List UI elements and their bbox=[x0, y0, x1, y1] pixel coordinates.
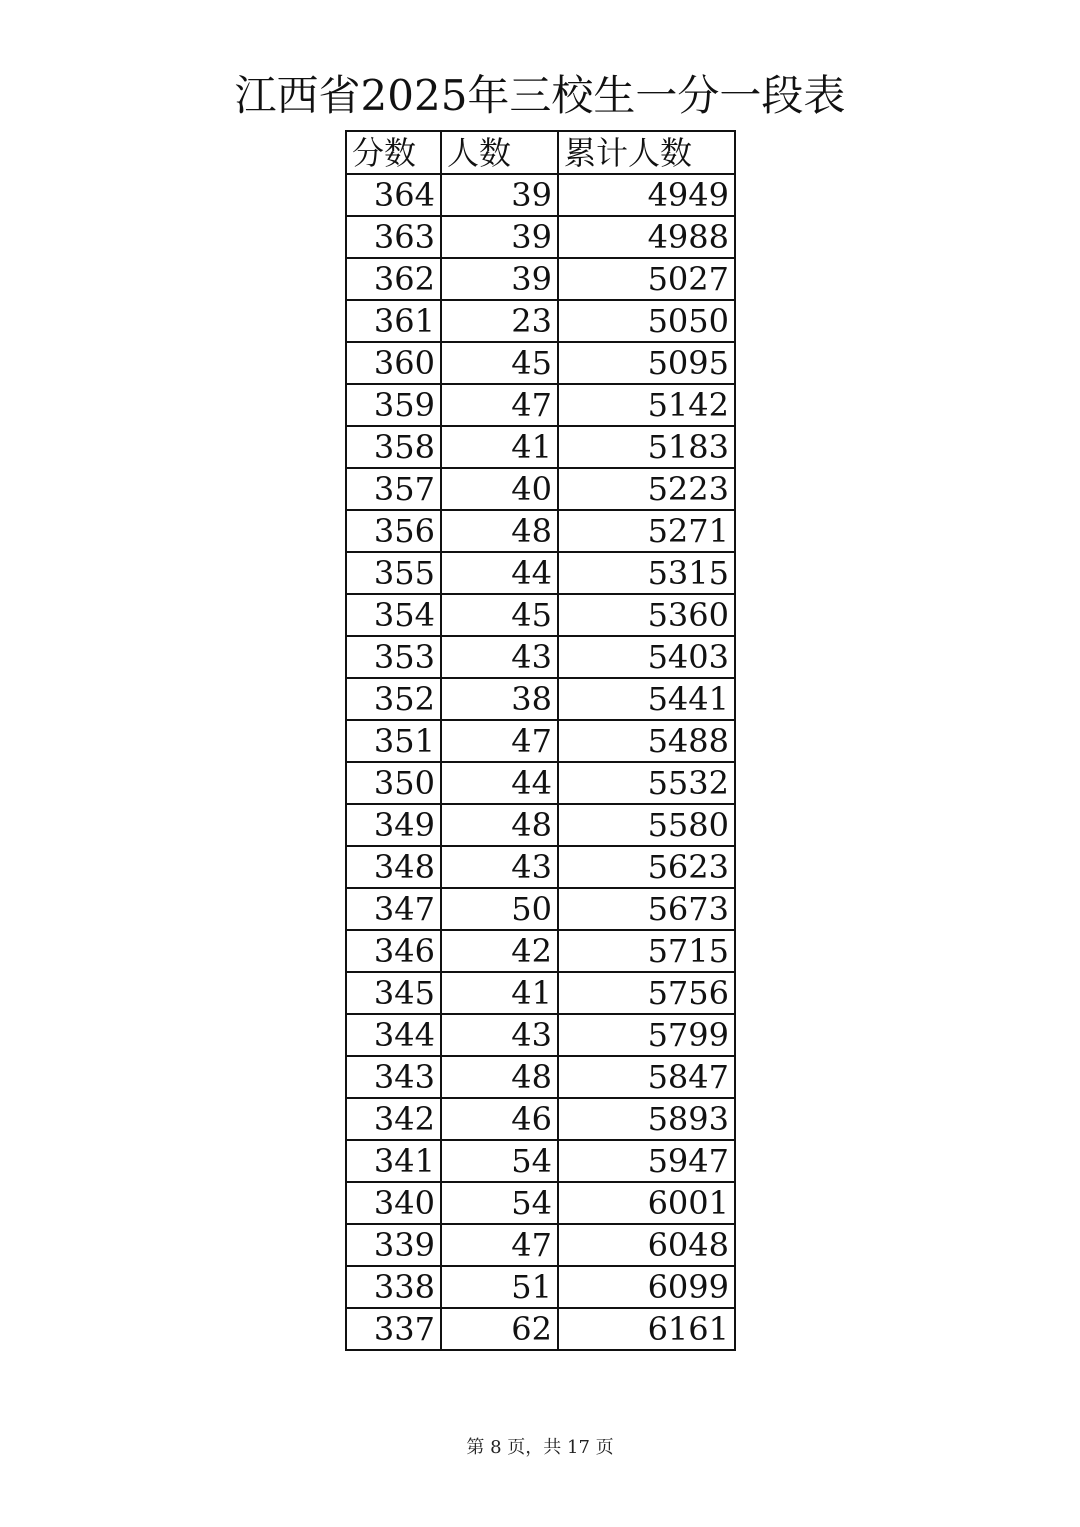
table-row bbox=[346, 1098, 735, 1140]
count-cell: 62 bbox=[441, 1308, 558, 1350]
count-cell: 47 bbox=[441, 384, 558, 426]
cumulative-cell: 5715 bbox=[558, 930, 735, 972]
score-cell: 340 bbox=[346, 1182, 441, 1224]
count-cell: 44 bbox=[441, 762, 558, 804]
score-cell: 358 bbox=[346, 426, 441, 468]
table-row bbox=[346, 636, 735, 678]
score-cell: 364 bbox=[346, 174, 441, 216]
header-score: 分数 bbox=[346, 131, 441, 174]
score-cell: 356 bbox=[346, 510, 441, 552]
cumulative-cell: 5847 bbox=[558, 1056, 735, 1098]
table-row bbox=[346, 1014, 735, 1056]
table-row bbox=[346, 1266, 735, 1308]
table-row bbox=[346, 426, 735, 468]
count-cell: 46 bbox=[441, 1098, 558, 1140]
count-cell: 45 bbox=[441, 594, 558, 636]
score-cell: 360 bbox=[346, 342, 441, 384]
table-row bbox=[346, 510, 735, 552]
table-row bbox=[346, 888, 735, 930]
count-cell: 54 bbox=[441, 1140, 558, 1182]
cumulative-cell: 5893 bbox=[558, 1098, 735, 1140]
table-row bbox=[346, 1182, 735, 1224]
score-cell: 345 bbox=[346, 972, 441, 1014]
cumulative-cell: 5223 bbox=[558, 468, 735, 510]
table-row bbox=[346, 762, 735, 804]
count-cell: 39 bbox=[441, 216, 558, 258]
count-cell: 48 bbox=[441, 1056, 558, 1098]
table-row bbox=[346, 174, 735, 216]
score-cell: 348 bbox=[346, 846, 441, 888]
header-cumulative: 累计人数 bbox=[558, 131, 735, 174]
count-cell: 50 bbox=[441, 888, 558, 930]
cumulative-cell: 5271 bbox=[558, 510, 735, 552]
count-cell: 39 bbox=[441, 258, 558, 300]
score-cell: 343 bbox=[346, 1056, 441, 1098]
cumulative-cell: 6099 bbox=[558, 1266, 735, 1308]
cumulative-cell: 5095 bbox=[558, 342, 735, 384]
cumulative-cell: 5756 bbox=[558, 972, 735, 1014]
count-cell: 51 bbox=[441, 1266, 558, 1308]
count-cell: 48 bbox=[441, 804, 558, 846]
table-row bbox=[346, 552, 735, 594]
table-row bbox=[346, 972, 735, 1014]
cumulative-cell: 6048 bbox=[558, 1224, 735, 1266]
cumulative-cell: 4949 bbox=[558, 174, 735, 216]
score-cell: 337 bbox=[346, 1308, 441, 1350]
count-cell: 41 bbox=[441, 972, 558, 1014]
score-cell: 351 bbox=[346, 720, 441, 762]
score-cell: 363 bbox=[346, 216, 441, 258]
count-cell: 44 bbox=[441, 552, 558, 594]
cumulative-cell: 5441 bbox=[558, 678, 735, 720]
cumulative-cell: 4988 bbox=[558, 216, 735, 258]
score-cell: 352 bbox=[346, 678, 441, 720]
score-cell: 353 bbox=[346, 636, 441, 678]
count-cell: 45 bbox=[441, 342, 558, 384]
cumulative-cell: 5183 bbox=[558, 426, 735, 468]
score-cell: 361 bbox=[346, 300, 441, 342]
page-footer: 第 8 页，共 17 页 bbox=[466, 1437, 614, 1458]
count-cell: 48 bbox=[441, 510, 558, 552]
table-body bbox=[346, 174, 735, 1350]
cumulative-cell: 5360 bbox=[558, 594, 735, 636]
cumulative-cell: 5532 bbox=[558, 762, 735, 804]
cumulative-cell: 5580 bbox=[558, 804, 735, 846]
count-cell: 47 bbox=[441, 720, 558, 762]
cumulative-cell: 5623 bbox=[558, 846, 735, 888]
score-cell: 342 bbox=[346, 1098, 441, 1140]
count-cell: 23 bbox=[441, 300, 558, 342]
cumulative-cell: 5050 bbox=[558, 300, 735, 342]
score-cell: 339 bbox=[346, 1224, 441, 1266]
table-row bbox=[346, 216, 735, 258]
table-row bbox=[346, 1308, 735, 1350]
count-cell: 47 bbox=[441, 1224, 558, 1266]
score-cell: 349 bbox=[346, 804, 441, 846]
count-cell: 43 bbox=[441, 1014, 558, 1056]
cumulative-cell: 5315 bbox=[558, 552, 735, 594]
cumulative-cell: 5673 bbox=[558, 888, 735, 930]
table-row bbox=[346, 594, 735, 636]
cumulative-cell: 5947 bbox=[558, 1140, 735, 1182]
table-row bbox=[346, 1224, 735, 1266]
table-header bbox=[346, 131, 735, 174]
table-row bbox=[346, 1056, 735, 1098]
header-row bbox=[346, 131, 735, 174]
score-distribution-table bbox=[345, 130, 736, 1351]
table-row bbox=[346, 468, 735, 510]
cumulative-cell: 5488 bbox=[558, 720, 735, 762]
count-cell: 54 bbox=[441, 1182, 558, 1224]
score-cell: 338 bbox=[346, 1266, 441, 1308]
cumulative-cell: 5142 bbox=[558, 384, 735, 426]
table-row bbox=[346, 384, 735, 426]
table-row bbox=[346, 846, 735, 888]
table-row bbox=[346, 930, 735, 972]
score-cell: 359 bbox=[346, 384, 441, 426]
score-cell: 346 bbox=[346, 930, 441, 972]
cumulative-cell: 6161 bbox=[558, 1308, 735, 1350]
table-row bbox=[346, 804, 735, 846]
score-cell: 357 bbox=[346, 468, 441, 510]
table-row bbox=[346, 1140, 735, 1182]
table-row bbox=[346, 342, 735, 384]
count-cell: 42 bbox=[441, 930, 558, 972]
cumulative-cell: 5403 bbox=[558, 636, 735, 678]
score-cell: 354 bbox=[346, 594, 441, 636]
count-cell: 40 bbox=[441, 468, 558, 510]
score-cell: 347 bbox=[346, 888, 441, 930]
count-cell: 43 bbox=[441, 846, 558, 888]
cumulative-cell: 5799 bbox=[558, 1014, 735, 1056]
count-cell: 43 bbox=[441, 636, 558, 678]
score-cell: 362 bbox=[346, 258, 441, 300]
table-row bbox=[346, 678, 735, 720]
table-row bbox=[346, 720, 735, 762]
score-cell: 341 bbox=[346, 1140, 441, 1182]
count-cell: 38 bbox=[441, 678, 558, 720]
score-cell: 344 bbox=[346, 1014, 441, 1056]
table-row bbox=[346, 300, 735, 342]
count-cell: 39 bbox=[441, 174, 558, 216]
table-row bbox=[346, 258, 735, 300]
cumulative-cell: 5027 bbox=[558, 258, 735, 300]
cumulative-cell: 6001 bbox=[558, 1182, 735, 1224]
header-count: 人数 bbox=[441, 131, 558, 174]
page-title: 江西省2025年三校生一分一段表 bbox=[234, 71, 846, 120]
count-cell: 41 bbox=[441, 426, 558, 468]
score-cell: 355 bbox=[346, 552, 441, 594]
score-cell: 350 bbox=[346, 762, 441, 804]
